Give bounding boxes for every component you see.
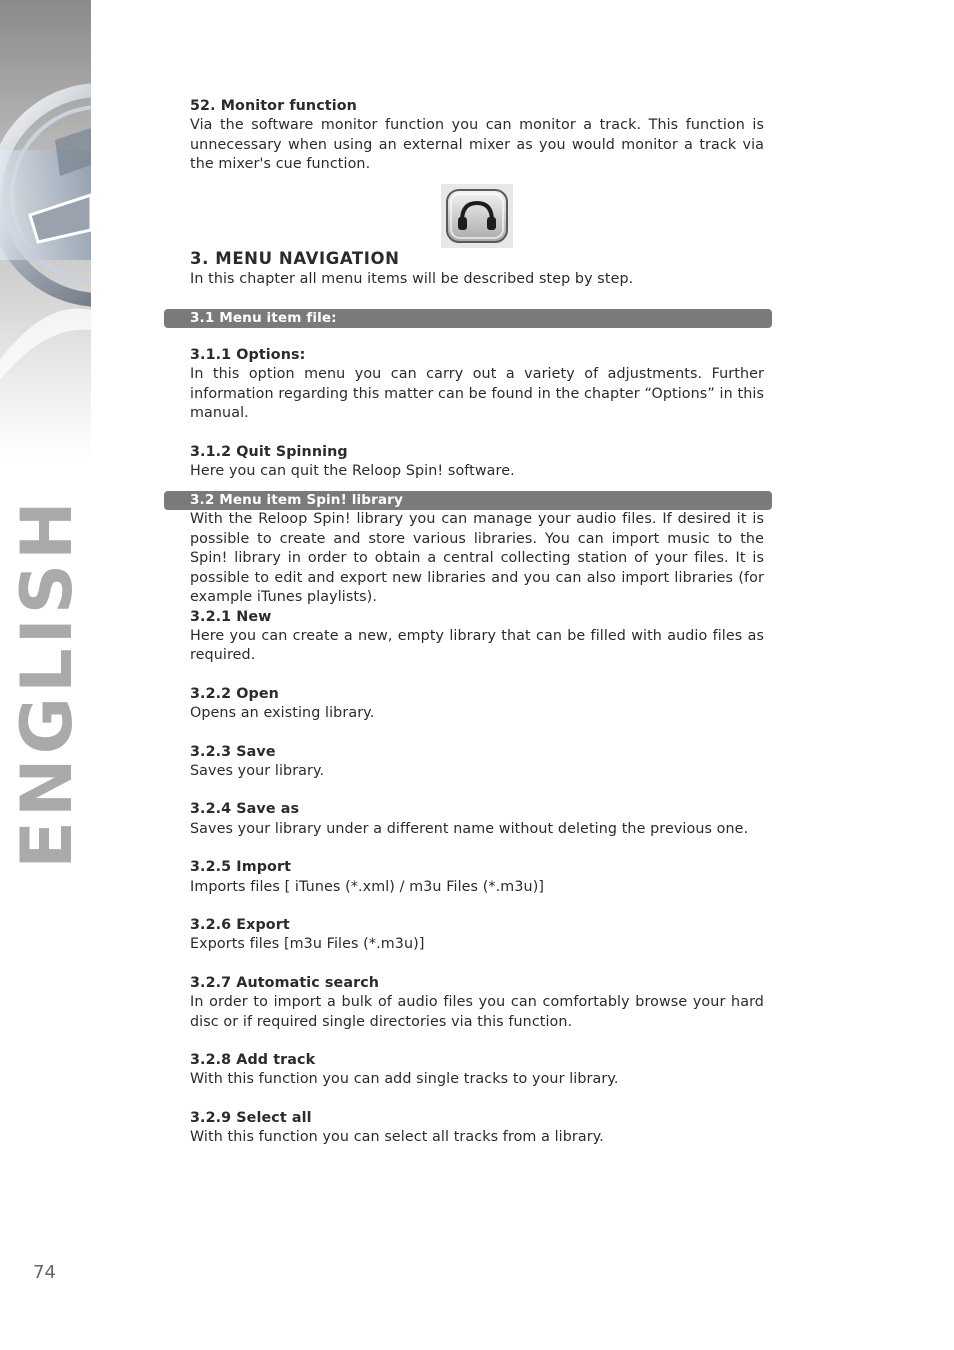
item-heading: 3.2.8 Add track (190, 1052, 316, 1068)
chapter-intro: In this chapter all menu items will be described step by step. (190, 270, 634, 287)
item-body: Exports files [m3u Files (*.m3u)] (190, 936, 425, 953)
monitor-body: Via the software monitor function you can monitor a track. This function is unnecessary when using an external mixer as you would monitor a track via the mixer's cue function. (190, 117, 764, 173)
item-body: In order to import a bulk of audio files you can comfortably browse your hard disc or if required single directories via this function. (190, 994, 764, 1030)
library-menu-items (190, 608, 764, 1148)
item-body: Opens an existing library. (190, 705, 375, 722)
item-heading: 3.2.2 Open (190, 685, 279, 702)
item-heading: 3.2.6 Export (190, 916, 290, 933)
item-heading: 3.2.3 Save (190, 743, 276, 760)
item-body: With this function you can select all tracks from a library. (190, 1129, 604, 1146)
section-bar-library: 3.2 Menu item Spin! library (164, 491, 772, 510)
page-number: 74 (33, 1262, 56, 1283)
menu-item-add-track (190, 1051, 764, 1090)
menu-item-automatic-search (190, 974, 764, 1032)
menu-item-new (190, 608, 764, 666)
item-heading: 3.1.1 Options: (190, 347, 306, 364)
monitor-button (441, 184, 513, 248)
monitor-section (190, 97, 764, 248)
page-content (190, 97, 764, 1167)
section-bar-file: 3.1 Menu item file: (164, 309, 772, 328)
file-menu-items (190, 346, 764, 481)
headphones-icon (444, 187, 510, 245)
item-body: With this function you can add single tracks to your library. (190, 1071, 619, 1088)
chapter-title: 3. MENU NAVIGATION (190, 248, 400, 268)
menu-item-open (190, 685, 764, 724)
item-heading: 3.2.1 New (190, 608, 272, 625)
item-heading: 3.1.2 Quit Spinning (190, 443, 348, 460)
item-heading: 3.2.7 Automatic search (190, 974, 380, 991)
item-heading: 3.2.5 Import (190, 859, 292, 876)
logo-swoosh-graphic (0, 0, 91, 460)
monitor-button-figure (190, 184, 764, 248)
language-side-label: ENGLISH (6, 497, 88, 869)
menu-item-options (190, 346, 764, 424)
library-intro: With the Reloop Spin! library you can manage your audio files. If desired it is possible to create and store various libraries. You can import music to the Spin! library in order to obtain a central collecting station of your files. It is possible to edit and export new libraries and you can also import libraries (for example iTunes playlists). (190, 511, 764, 606)
item-body: Saves your library. (190, 762, 325, 779)
item-body: In this option menu you can carry out a variety of adjustments. Further information regarding this matter can be found in the chapter “Options” in this manual. (190, 366, 764, 422)
item-body: Here you can create a new, empty library that can be filled with audio files as required. (190, 627, 764, 664)
menu-item-import (190, 858, 764, 897)
menu-item-select-all (190, 1109, 764, 1148)
item-heading: 3.2.4 Save as (190, 801, 300, 818)
item-body: Imports files [ iTunes (*.xml) / m3u Files (*.m3u)] (190, 878, 545, 895)
item-heading: 3.2.9 Select all (190, 1109, 312, 1126)
item-body: Here you can quit the Reloop Spin! software. (190, 463, 515, 480)
item-body: Saves your library under a different name without deleting the previous one. (190, 820, 749, 837)
menu-item-save (190, 743, 764, 782)
menu-item-quit (190, 443, 764, 482)
decorative-side-graphic (0, 0, 91, 460)
menu-item-export (190, 916, 764, 955)
menu-item-save-as (190, 800, 764, 839)
monitor-heading: 52. Monitor function (190, 98, 357, 114)
